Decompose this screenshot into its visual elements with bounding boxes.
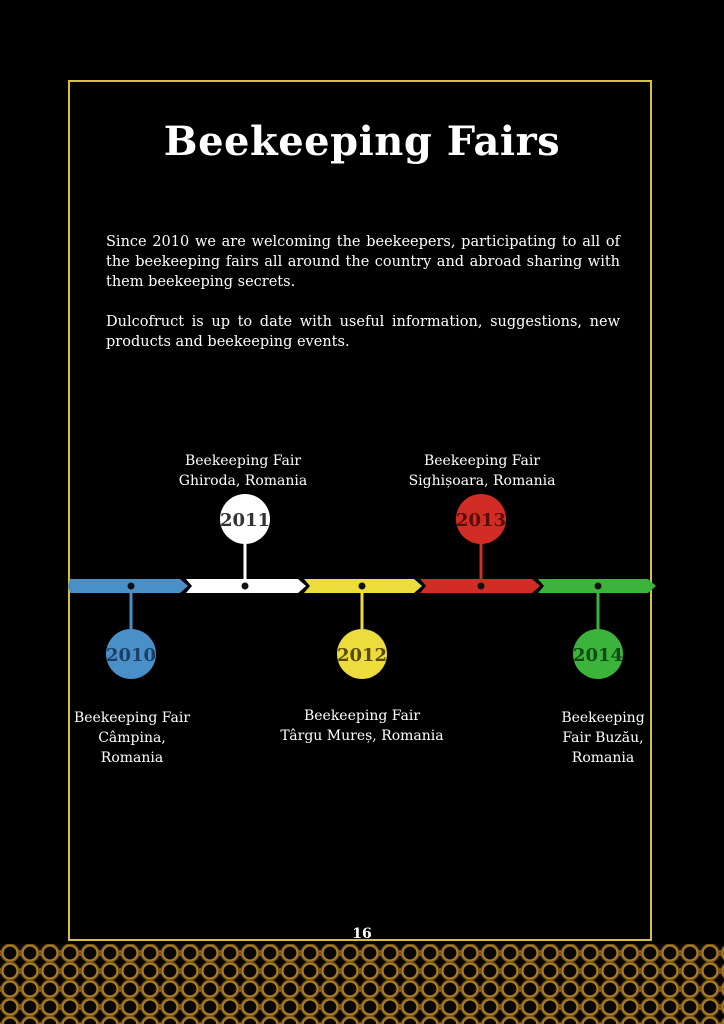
timeline-label-2013 bbox=[396, 451, 568, 491]
page-title: Beekeeping Fairs bbox=[163, 118, 561, 165]
intro-paragraph: Since 2010 we are welcoming the beekeepers, participating to all of the beekeeping fairs all around the country and abroad sharing with them beekeeping secrets. bbox=[106, 234, 620, 290]
label-line: Beekeeping Fair bbox=[73, 710, 191, 726]
honeycomb-footer bbox=[0, 944, 724, 1024]
timeline-dot-2013 bbox=[478, 583, 485, 590]
timeline-label-2010 bbox=[62, 708, 202, 768]
timeline-label-2014 bbox=[548, 708, 658, 768]
label-line: Câmpina, bbox=[98, 730, 166, 746]
label-line: Beekeeping Fair bbox=[184, 453, 302, 469]
label-line: Romania bbox=[571, 750, 635, 766]
timeline-label-2012 bbox=[270, 706, 454, 746]
page-number: 16 bbox=[352, 926, 372, 942]
label-line: Târgu Mureș, Romania bbox=[280, 728, 444, 744]
timeline-dot-2012 bbox=[359, 583, 366, 590]
timeline-dot-2011 bbox=[242, 583, 249, 590]
year-label-2011: 2011 bbox=[219, 510, 271, 531]
timeline-dot-2010 bbox=[128, 583, 135, 590]
year-label-2010: 2010 bbox=[105, 645, 157, 666]
year-label-2014: 2014 bbox=[572, 645, 624, 666]
label-line: Beekeeping Fair bbox=[423, 453, 541, 469]
label-line: Romania bbox=[100, 750, 164, 766]
news-paragraph: Dulcofruct is up to date with useful information, suggestions, new products and beekeeping events. bbox=[106, 314, 620, 350]
year-label-2013: 2013 bbox=[455, 510, 507, 531]
label-line: Beekeeping bbox=[561, 710, 645, 726]
timeline-dot-2014 bbox=[595, 583, 602, 590]
label-line: Sighișoara, Romania bbox=[408, 473, 556, 489]
year-label-2012: 2012 bbox=[336, 645, 388, 666]
label-line: Fair Buzău, bbox=[562, 730, 644, 746]
timeline-label-2011 bbox=[163, 451, 323, 491]
label-line: Ghiroda, Romania bbox=[178, 473, 308, 489]
label-line: Beekeeping Fair bbox=[303, 708, 421, 724]
